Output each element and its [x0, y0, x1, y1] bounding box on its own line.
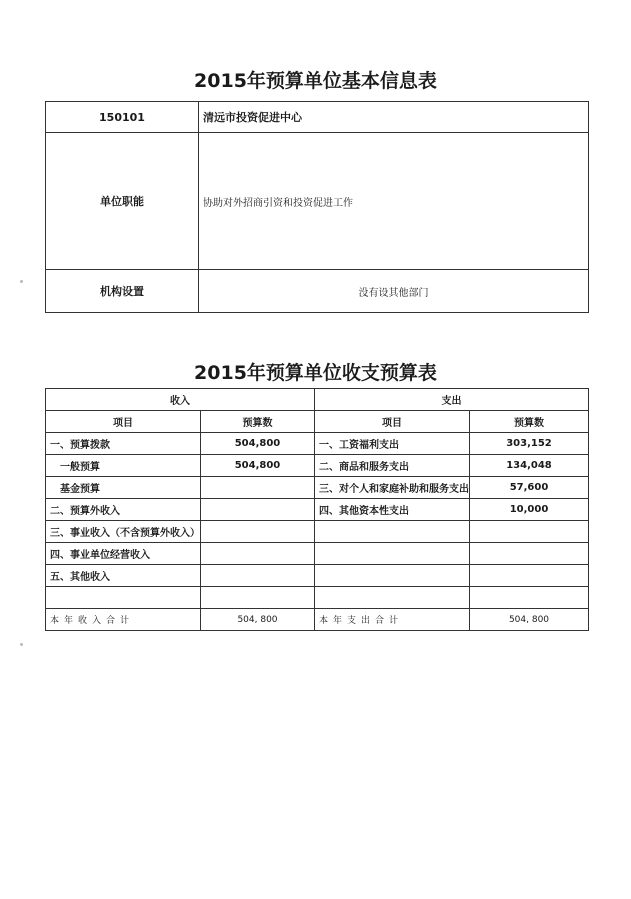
expense-item: [315, 521, 470, 543]
expense-item: [315, 543, 470, 565]
table-row: [46, 455, 589, 477]
budget-table: [45, 388, 589, 631]
expense-amount: [470, 521, 589, 543]
income-amount: 504,800: [201, 455, 315, 477]
income-amount: [201, 565, 315, 587]
income-item: 一般预算: [46, 455, 201, 477]
income-item: [46, 587, 201, 609]
income-amount: [201, 521, 315, 543]
org-label: 机构设置: [46, 270, 199, 313]
total-income-value: 504, 800: [201, 609, 315, 631]
income-amount: [201, 477, 315, 499]
budget-table-title: 2015年预算单位收支预算表: [194, 362, 437, 384]
expense-item: 一、工资福利支出: [315, 433, 470, 455]
expense-amount: [470, 587, 589, 609]
expense-item: 四、其他资本性支出: [315, 499, 470, 521]
income-item-header: 项目: [46, 411, 201, 433]
expense-amount: [470, 543, 589, 565]
function-label: 单位职能: [46, 133, 199, 270]
total-expense-label: 本年支出合计: [315, 609, 470, 631]
expense-item: [315, 565, 470, 587]
unit-info-table: [45, 101, 589, 313]
expense-amount-header: 预算数: [470, 411, 589, 433]
expense-item: 二、商品和服务支出: [315, 455, 470, 477]
income-amount: [201, 543, 315, 565]
expense-item: 三、对个人和家庭补助和服务支出: [315, 477, 470, 499]
table-row: [46, 433, 589, 455]
unit-code: 150101: [46, 102, 199, 133]
income-header: 收入: [46, 389, 315, 411]
income-item: 二、预算外收入: [46, 499, 201, 521]
function-value: 协助对外招商引资和投资促进工作: [199, 133, 589, 270]
table-row: [46, 477, 589, 499]
expense-item: [315, 587, 470, 609]
expense-item-header: 项目: [315, 411, 470, 433]
expense-amount: 57,600: [470, 477, 589, 499]
income-item: 一、预算拨款: [46, 433, 201, 455]
scan-speck: [20, 280, 23, 283]
income-item: 五、其他收入: [46, 565, 201, 587]
table-row: [46, 499, 589, 521]
income-amount-header: 预算数: [201, 411, 315, 433]
unit-name: 清远市投资促进中心: [199, 102, 589, 133]
table-row: [46, 565, 589, 587]
table-row: [46, 543, 589, 565]
expense-amount: 303,152: [470, 433, 589, 455]
income-item: 三、事业收入（不含预算外收入）: [46, 521, 201, 543]
scan-speck: [20, 643, 23, 646]
table-row: [46, 521, 589, 543]
expense-header: 支出: [315, 389, 589, 411]
income-amount: [201, 499, 315, 521]
total-row: [46, 609, 589, 631]
income-item: 四、事业单位经营收入: [46, 543, 201, 565]
income-item: 基金预算: [46, 477, 201, 499]
expense-amount: 134,048: [470, 455, 589, 477]
income-amount: 504,800: [201, 433, 315, 455]
org-value: 没有设其他部门: [199, 270, 589, 313]
table-row: [46, 587, 589, 609]
income-amount: [201, 587, 315, 609]
expense-amount: [470, 565, 589, 587]
total-expense-value: 504, 800: [470, 609, 589, 631]
expense-amount: 10,000: [470, 499, 589, 521]
info-table-title: 2015年预算单位基本信息表: [194, 70, 437, 92]
total-income-label: 本年收入合计: [46, 609, 201, 631]
